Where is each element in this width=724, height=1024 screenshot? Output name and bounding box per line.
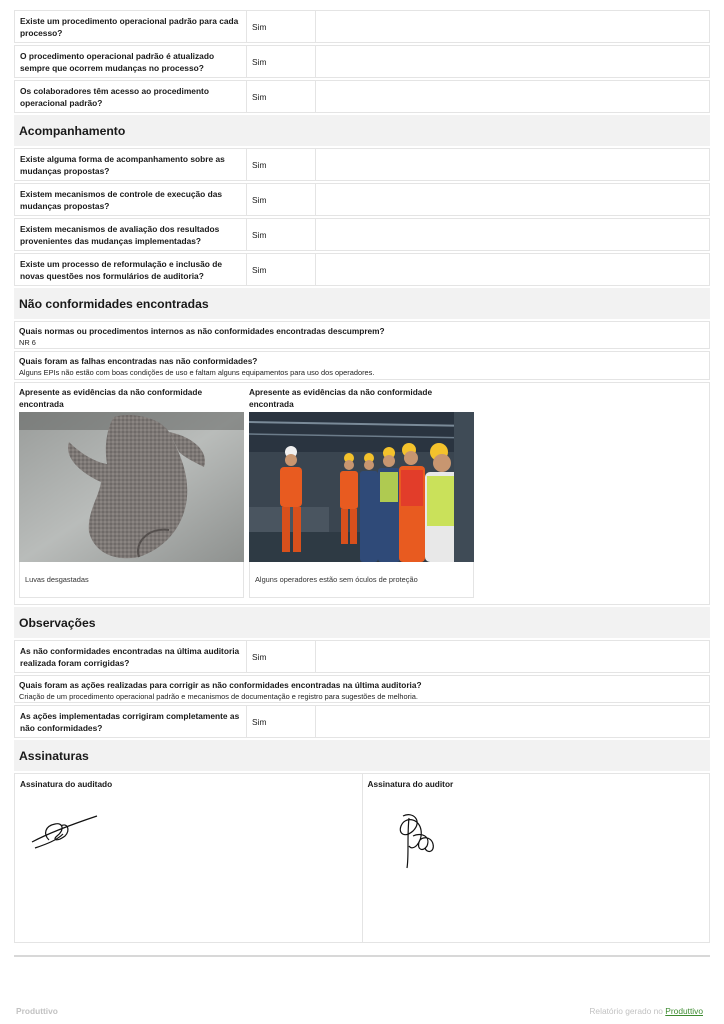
question-row <box>14 640 710 673</box>
footer-generated <box>589 1006 703 1016</box>
question-row <box>14 148 710 181</box>
comment-cell <box>316 81 709 112</box>
question-row <box>14 183 710 216</box>
signature-auditado <box>15 774 362 942</box>
evidence-item <box>249 386 474 598</box>
answer-value: Sim <box>247 46 316 77</box>
footer-produttivo-link[interactable]: Produttivo <box>665 1006 703 1016</box>
question-block <box>14 351 710 380</box>
question-row <box>14 80 710 113</box>
workers-photo[interactable] <box>249 412 474 562</box>
question-label: Existe um processo de reformulação e inclusão de novas questões nos formulários de auditoria? <box>15 254 247 285</box>
answer-value: Sim <box>247 254 316 285</box>
worn-glove-photo[interactable] <box>19 412 244 562</box>
evidence-item <box>19 386 244 598</box>
answer-text: NR 6 <box>19 338 36 347</box>
question-block <box>14 675 710 703</box>
comment-cell <box>316 641 709 672</box>
question-label: Quais normas ou procedimentos internos as não conformidades encontradas descumprem? <box>19 326 385 336</box>
answer-text: Criação de um procedimento operacional padrão e mecanismos de documentação e registro para sugestões de melhoria. <box>19 692 418 701</box>
evidence-label: Apresente as evidências da não conformidade encontrada <box>19 387 203 409</box>
question-row <box>14 253 710 286</box>
section-title-observacoes: Observações <box>14 607 710 638</box>
question-row <box>14 218 710 251</box>
answer-value: Sim <box>247 11 316 42</box>
question-label: Quais foram as falhas encontradas nas não conformidades? <box>19 356 258 366</box>
question-row <box>14 45 710 78</box>
signature-label: Assinatura do auditor <box>367 779 454 789</box>
section-title-acompanhamento: Acompanhamento <box>14 115 710 146</box>
signature-label: Assinatura do auditado <box>20 779 113 789</box>
question-block <box>14 321 710 349</box>
answer-value: Sim <box>247 219 316 250</box>
answer-value: Sim <box>247 149 316 180</box>
comment-cell <box>316 254 709 285</box>
evidence-label: Apresente as evidências da não conformidade encontrada <box>249 387 433 409</box>
evidence-block <box>14 382 710 605</box>
question-row <box>14 705 710 738</box>
answer-value: Sim <box>247 184 316 215</box>
comment-cell <box>316 706 709 737</box>
evidence-caption: Alguns operadores estão sem óculos de proteção <box>249 562 474 598</box>
answer-value: Sim <box>247 641 316 672</box>
question-label: O procedimento operacional padrão é atualizado sempre que ocorrem mudanças no processo? <box>15 46 247 77</box>
footer-divider <box>14 955 710 957</box>
question-label: Existe um procedimento operacional padrão para cada processo? <box>15 11 247 42</box>
question-label: As não conformidades encontradas na última auditoria realizada foram corrigidas? <box>15 641 247 672</box>
comment-cell <box>316 184 709 215</box>
question-label: Quais foram as ações realizadas para corrigir as não conformidades encontradas na última auditoria? <box>19 680 422 690</box>
comment-cell <box>316 149 709 180</box>
question-label: Existe alguma forma de acompanhamento sobre as mudanças propostas? <box>15 149 247 180</box>
question-label: Existem mecanismos de avaliação dos resultados provenientes das mudanças implementadas? <box>15 219 247 250</box>
signature-auditado-image <box>27 804 107 854</box>
comment-cell <box>316 11 709 42</box>
signature-auditor-image <box>383 806 443 876</box>
signatures-block <box>14 773 710 943</box>
answer-value: Sim <box>247 706 316 737</box>
question-row <box>14 10 710 43</box>
footer-generated-text: Relatório gerado no <box>589 1006 663 1016</box>
evidence-caption: Luvas desgastadas <box>19 562 244 598</box>
answer-text: Alguns EPIs não estão com boas condições de uso e faltam alguns equipamentos para uso dos operadores. <box>19 368 375 377</box>
question-label: As ações implementadas corrigiram completamente as não conformidades? <box>15 706 247 737</box>
comment-cell <box>316 46 709 77</box>
signature-auditor <box>362 774 710 942</box>
question-label: Existem mecanismos de controle de execução das mudanças propostas? <box>15 184 247 215</box>
footer-brand: Produttivo <box>16 1006 58 1016</box>
section-title-assinaturas: Assinaturas <box>14 740 710 771</box>
report-page <box>14 10 710 945</box>
answer-value: Sim <box>247 81 316 112</box>
comment-cell <box>316 219 709 250</box>
question-label: Os colaboradores têm acesso ao procedimento operacional padrão? <box>15 81 247 112</box>
section-title-nao-conformidades: Não conformidades encontradas <box>14 288 710 319</box>
